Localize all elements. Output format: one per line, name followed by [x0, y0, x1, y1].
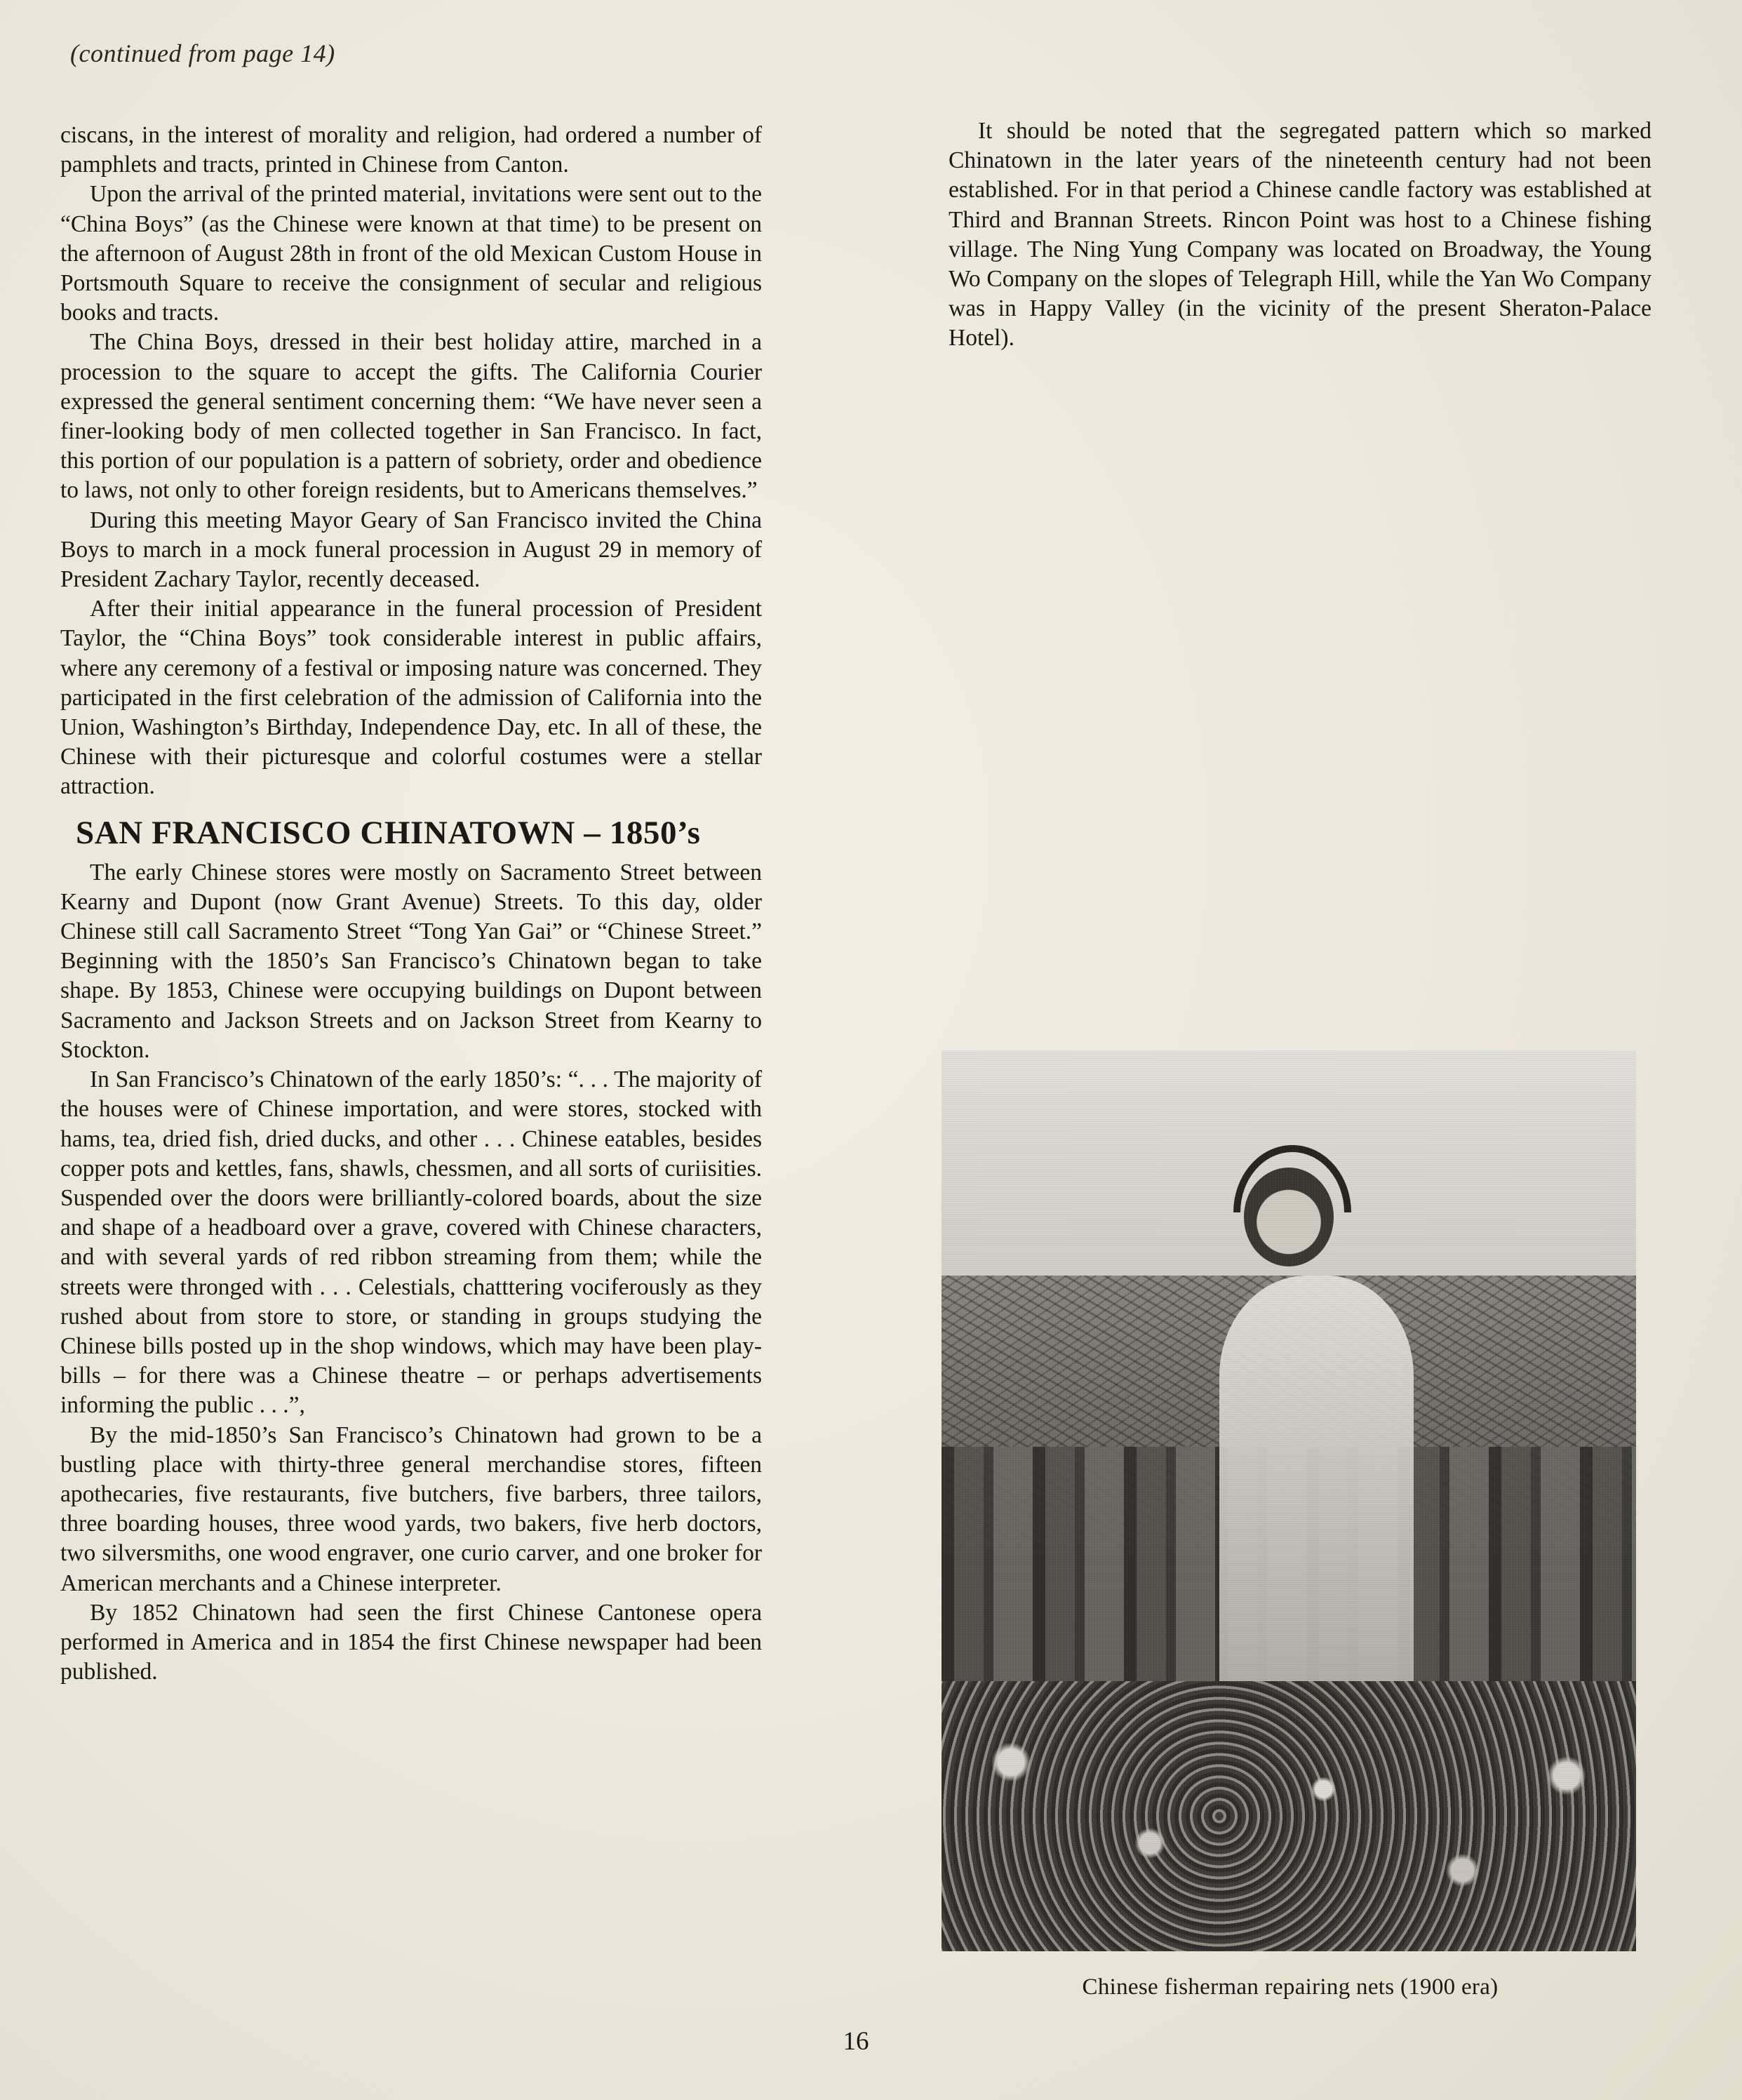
paragraph: During this meeting Mayor Geary of San Francisco invited the China Boys to march in a mock funeral procession in August 29 in memory of President Zachary Taylor, recently deceased.: [60, 507, 762, 593]
paragraph: ciscans, in the interest of morality and religion, had ordered a number of pamphlets and tracts, printed in Chinese from Canton.: [60, 122, 762, 178]
continued-note: (continued from page 14): [70, 39, 335, 67]
paragraph: After their initial appearance in the funeral procession of President Taylor, the “China Boys” took considerable interest in public affairs, where any ceremony of a festival or imposing nature was concerned. They participated in the first celebration of the admission of California into the Union, Washington’s Birthday, Independence Day, etc. In all of these, the Chinese with their picturesque and colorful costumes were a stellar attraction.: [60, 596, 762, 800]
fisherman-photo: [942, 1050, 1636, 1951]
paragraph: In San Francisco’s Chinatown of the early 1850’s: “. . . The majority of the houses were of Chinese importation, and were stores, stocked with hams, tea, dried fish, dried ducks, and other . . . Chinese eatables, besides copper pots and kettles, fans, shawls, chessmen, and all sorts of curiisities. Suspended over the doors were brilliantly-colored boards, about the size and shape of a headboard over a grave, covered with Chinese characters, and with several yards of red ribbon streaming from them; while the streets were thronged with . . . Celestials, chatttering vociferously as they rushed about from store to store, or standing in groups studying the Chinese bills posted up in the shop windows, which may have been play-bills – for there was a Chinese theatre – or perhaps advertisements informing the public . . .”,: [60, 1066, 762, 1419]
right-column: [949, 116, 1651, 354]
paragraph: The early Chinese stores were mostly on Sacramento Street between Kearny and Dupont (now Grant Avenue) Streets. To this day, older Chinese still call Sacramento Street “Tong Yan Gai” or “Chinese Street.” Beginning with the 1850’s San Francisco’s Chinatown began to take shape. By 1853, Chinese were occupying buildings on Dupont between Sacramento and Jackson Streets and on Jackson Street from Kearny to Stockton.: [60, 859, 762, 1063]
section-heading: SAN FRANCISCO CHINATOWN – 1850’s: [76, 814, 701, 851]
photo-grain: [942, 1050, 1636, 1951]
paragraph: By 1852 Chinatown had seen the first Chinese Cantonese opera performed in America and in 1854 the first Chinese newspaper had been published.: [60, 1599, 762, 1685]
page-number: 16: [843, 2027, 869, 2056]
paragraph: It should be noted that the segregated pattern which so marked Chinatown in the later years of the nineteenth century had not been established. For in that period a Chinese candle factory was established at Third and Brannan Streets. Rincon Point was host to a Chinese fishing village. The Ning Yung Company was located on Broadway, the Young Wo Company on the slopes of Telegraph Hill, while the Yan Wo Company was in Happy Valley (in the vicinity of the present Sheraton-Palace Hotel).: [949, 118, 1651, 352]
photo-caption: Chinese fisherman repairing nets (1900 era): [1082, 1974, 1499, 2000]
paragraph: Upon the arrival of the printed material, invitations were sent out to the “China Boys” (as the Chinese were known at that time) to be present on the afternoon of August 28th in front of the old Mexican Custom House in Portsmouth Square to receive the consignment of secular and religious books and tracts.: [60, 181, 762, 326]
paragraph: By the mid-1850’s San Francisco’s Chinatown had grown to be a bustling place with thirty-three general merchandise stores, fifteen apothecaries, five restaurants, five butchers, five barbers, three tailors, three boarding houses, three wood yards, two bakers, five herb doctors, two silversmiths, one wood engraver, one curio carver, and one broker for American merchants and a Chinese interpreter.: [60, 1422, 762, 1596]
left-column: [60, 121, 762, 1687]
paragraph: The China Boys, dressed in their best holiday attire, marched in a procession to the square to accept the gifts. The California Courier expressed the general sentiment concerning them: “We have never seen a finer-looking body of men collected together in San Francisco. In fact, this portion of our population is a pattern of sobriety, order and obedience to laws, not only to other foreign residents, but to Americans themselves.”: [60, 329, 762, 504]
